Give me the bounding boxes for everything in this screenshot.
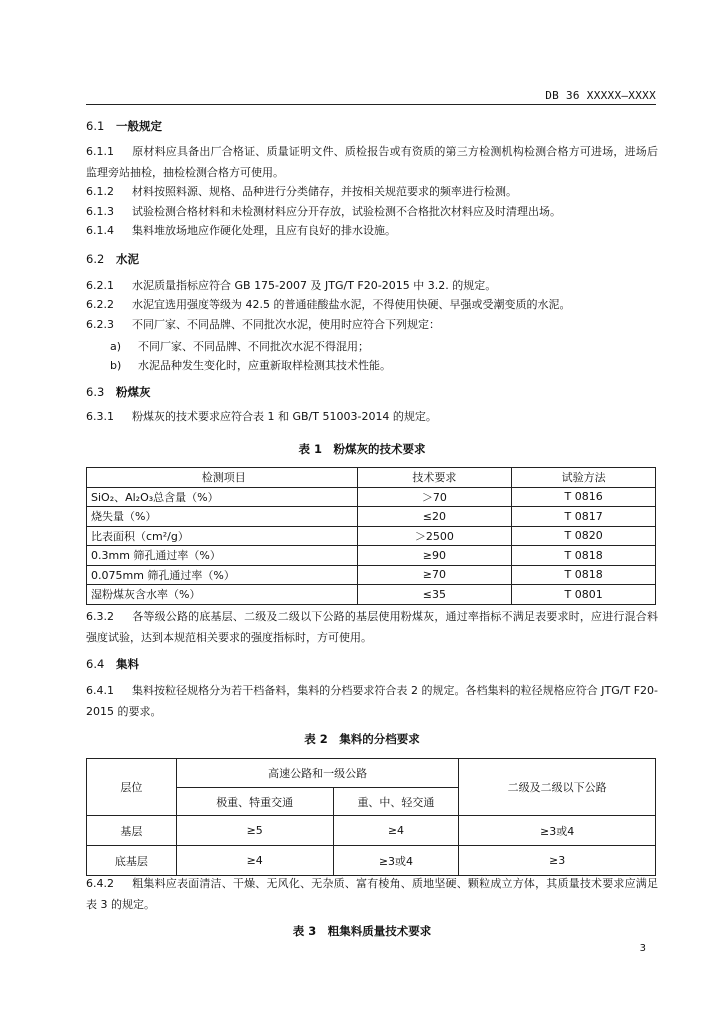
list-text: 水泥品种发生变化时，应重新取样检测其技术性能。 bbox=[138, 359, 391, 372]
table-2 bbox=[86, 758, 656, 876]
clause-text: 试验检测合格材料和未检测材料应分开存放，试验检测不合格批次材料应及时清理出场。 bbox=[132, 205, 561, 218]
table-1 bbox=[86, 467, 656, 605]
header-cell: 检测项目 bbox=[87, 468, 358, 488]
page-number: 3 bbox=[639, 943, 646, 954]
clause-6-1-2 bbox=[86, 181, 658, 202]
clause-6-4-1 bbox=[86, 680, 658, 722]
list-item-a bbox=[110, 338, 369, 354]
header-cell: 高速公路和一级公路 bbox=[176, 759, 459, 788]
table-cell: 基层 bbox=[87, 816, 177, 846]
table-cell: ≥90 bbox=[357, 546, 512, 566]
table-row bbox=[87, 565, 656, 585]
table-row bbox=[87, 546, 656, 566]
table-cell: ≤35 bbox=[357, 585, 512, 605]
section-number: 6.1 bbox=[86, 119, 105, 133]
table-1-caption: 表 1 粉煤灰的技术要求 bbox=[298, 442, 426, 456]
table-cell: 比表面积（cm²/g） bbox=[87, 526, 358, 546]
table-row bbox=[87, 585, 656, 605]
table-cell: T 0817 bbox=[512, 507, 656, 527]
table-row bbox=[87, 507, 656, 527]
clause-number: 6.2.3 bbox=[86, 318, 114, 331]
clause-text: 粉煤灰的技术要求应符合表 1 和 GB/T 51003-2014 的规定。 bbox=[132, 410, 437, 423]
clause-6-1-4 bbox=[86, 220, 658, 241]
table-cell: SiO₂、Al₂O₃总含量（%） bbox=[87, 487, 358, 507]
table-cell: T 0818 bbox=[512, 565, 656, 585]
table-cell: 湿粉煤灰含水率（%） bbox=[87, 585, 358, 605]
header-cell: 重、中、轻交通 bbox=[333, 788, 459, 816]
section-number: 6.4 bbox=[86, 657, 105, 671]
clause-number: 6.3.1 bbox=[86, 410, 114, 423]
clause-number: 6.2.2 bbox=[86, 298, 114, 311]
clause-text: 水泥质量指标应符合 GB 175-2007 及 JTG/T F20-2015 中 3.2. 的规定。 bbox=[132, 279, 497, 292]
clause-6-2-1 bbox=[86, 275, 658, 296]
clause-number: 6.4.2 bbox=[86, 877, 114, 890]
clause-6-3-2 bbox=[86, 606, 658, 648]
table-cell: 0.075mm 筛孔通过率（%） bbox=[87, 565, 358, 585]
clause-text: 水泥宜选用强度等级为 42.5 的普通硅酸盐水泥，不得使用快硬、早强或受潮变质的水泥。 bbox=[132, 298, 571, 311]
clause-number: 6.4.1 bbox=[86, 684, 114, 697]
table-cell: ≤20 bbox=[357, 507, 512, 527]
table-cell: ≥70 bbox=[357, 565, 512, 585]
section-6-3-heading bbox=[86, 384, 151, 400]
clause-text: 不同厂家、不同品牌、不同批次水泥，使用时应符合下列规定： bbox=[132, 318, 440, 331]
clause-6-3-1 bbox=[86, 406, 658, 427]
header-rule bbox=[86, 104, 656, 105]
table-cell: ≥5 bbox=[176, 816, 333, 846]
clause-6-4-2 bbox=[86, 873, 658, 915]
table-header-row bbox=[87, 759, 656, 788]
section-6-2-heading bbox=[86, 251, 139, 267]
table-cell: ＞70 bbox=[357, 487, 512, 507]
table-header-row bbox=[87, 468, 656, 488]
section-number: 6.2 bbox=[86, 252, 105, 266]
table-cell: ≥3 bbox=[459, 846, 656, 876]
section-number: 6.3 bbox=[86, 385, 105, 399]
table-row bbox=[87, 487, 656, 507]
table-cell: 烧失量（%） bbox=[87, 507, 358, 527]
section-title: 粉煤灰 bbox=[116, 385, 151, 399]
clause-number: 6.1.1 bbox=[86, 145, 114, 158]
clause-text: 集料堆放场地应作硬化处理，且应有良好的排水设施。 bbox=[132, 224, 396, 237]
clause-text: 粗集料应表面清洁、干燥、无风化、无杂质、富有棱角、质地坚硬、颗粒成立方体，其质量技术要求应满足表 3 的规定。 bbox=[86, 877, 658, 911]
header-cell: 层位 bbox=[87, 759, 177, 816]
clause-6-2-3 bbox=[86, 314, 658, 335]
table-row bbox=[87, 526, 656, 546]
header-cell: 技术要求 bbox=[357, 468, 512, 488]
table-cell: T 0801 bbox=[512, 585, 656, 605]
clause-text: 集料按粒径规格分为若干档备料，集料的分档要求符合表 2 的规定。各档集料的粒径规格应符合 JTG/T F20-2015 的要求。 bbox=[86, 684, 658, 718]
section-title: 一般规定 bbox=[116, 119, 162, 133]
clause-number: 6.3.2 bbox=[86, 610, 114, 623]
list-label: a) bbox=[110, 340, 122, 353]
table-cell: 0.3mm 筛孔通过率（%） bbox=[87, 546, 358, 566]
clause-text: 材料按照料源、规格、品种进行分类储存，并按相关规范要求的频率进行检测。 bbox=[132, 185, 517, 198]
table-cell: T 0820 bbox=[512, 526, 656, 546]
table-cell: T 0818 bbox=[512, 546, 656, 566]
table-3-caption: 表 3 粗集料质量技术要求 bbox=[292, 924, 432, 938]
table-cell: 底基层 bbox=[87, 846, 177, 876]
table-row bbox=[87, 846, 656, 876]
table-cell: ≥3或4 bbox=[333, 846, 459, 876]
table-cell: T 0816 bbox=[512, 487, 656, 507]
table-cell: ≥4 bbox=[333, 816, 459, 846]
header-cell: 极重、特重交通 bbox=[176, 788, 333, 816]
list-text: 不同厂家、不同品牌、不同批次水泥不得混用； bbox=[138, 340, 369, 353]
list-item-b bbox=[110, 357, 391, 373]
section-6-4-heading bbox=[86, 656, 139, 672]
table-cell: ≥3或4 bbox=[459, 816, 656, 846]
table-cell: ≥4 bbox=[176, 846, 333, 876]
clause-number: 6.1.4 bbox=[86, 224, 114, 237]
section-title: 水泥 bbox=[116, 252, 139, 266]
clause-number: 6.1.3 bbox=[86, 205, 114, 218]
header-cell: 试验方法 bbox=[512, 468, 656, 488]
clause-number: 6.1.2 bbox=[86, 185, 114, 198]
table-row bbox=[87, 816, 656, 846]
section-6-1-heading bbox=[86, 118, 162, 134]
clause-6-1-3 bbox=[86, 201, 658, 222]
header-cell: 二级及二级以下公路 bbox=[459, 759, 656, 816]
clause-text: 原材料应具备出厂合格证、质量证明文件、质检报告或有资质的第三方检测机构检测合格方可进场，进场后监理旁站抽检，抽检检测合格方可使用。 bbox=[86, 145, 658, 179]
document-code: DB 36 XXXXX—XXXX bbox=[545, 89, 656, 102]
list-label: b) bbox=[110, 359, 122, 372]
section-title: 集料 bbox=[116, 657, 139, 671]
clause-number: 6.2.1 bbox=[86, 279, 114, 292]
clause-text: 各等级公路的底基层、二级及二级以下公路的基层使用粉煤灰，通过率指标不满足表要求时，应进行混合料强度试验，达到本规范相关要求的强度指标时，方可使用。 bbox=[86, 610, 658, 644]
table-2-caption: 表 2 集料的分档要求 bbox=[304, 732, 420, 746]
clause-6-1-1 bbox=[86, 141, 658, 183]
table-cell: ＞2500 bbox=[357, 526, 512, 546]
clause-6-2-2 bbox=[86, 294, 658, 315]
